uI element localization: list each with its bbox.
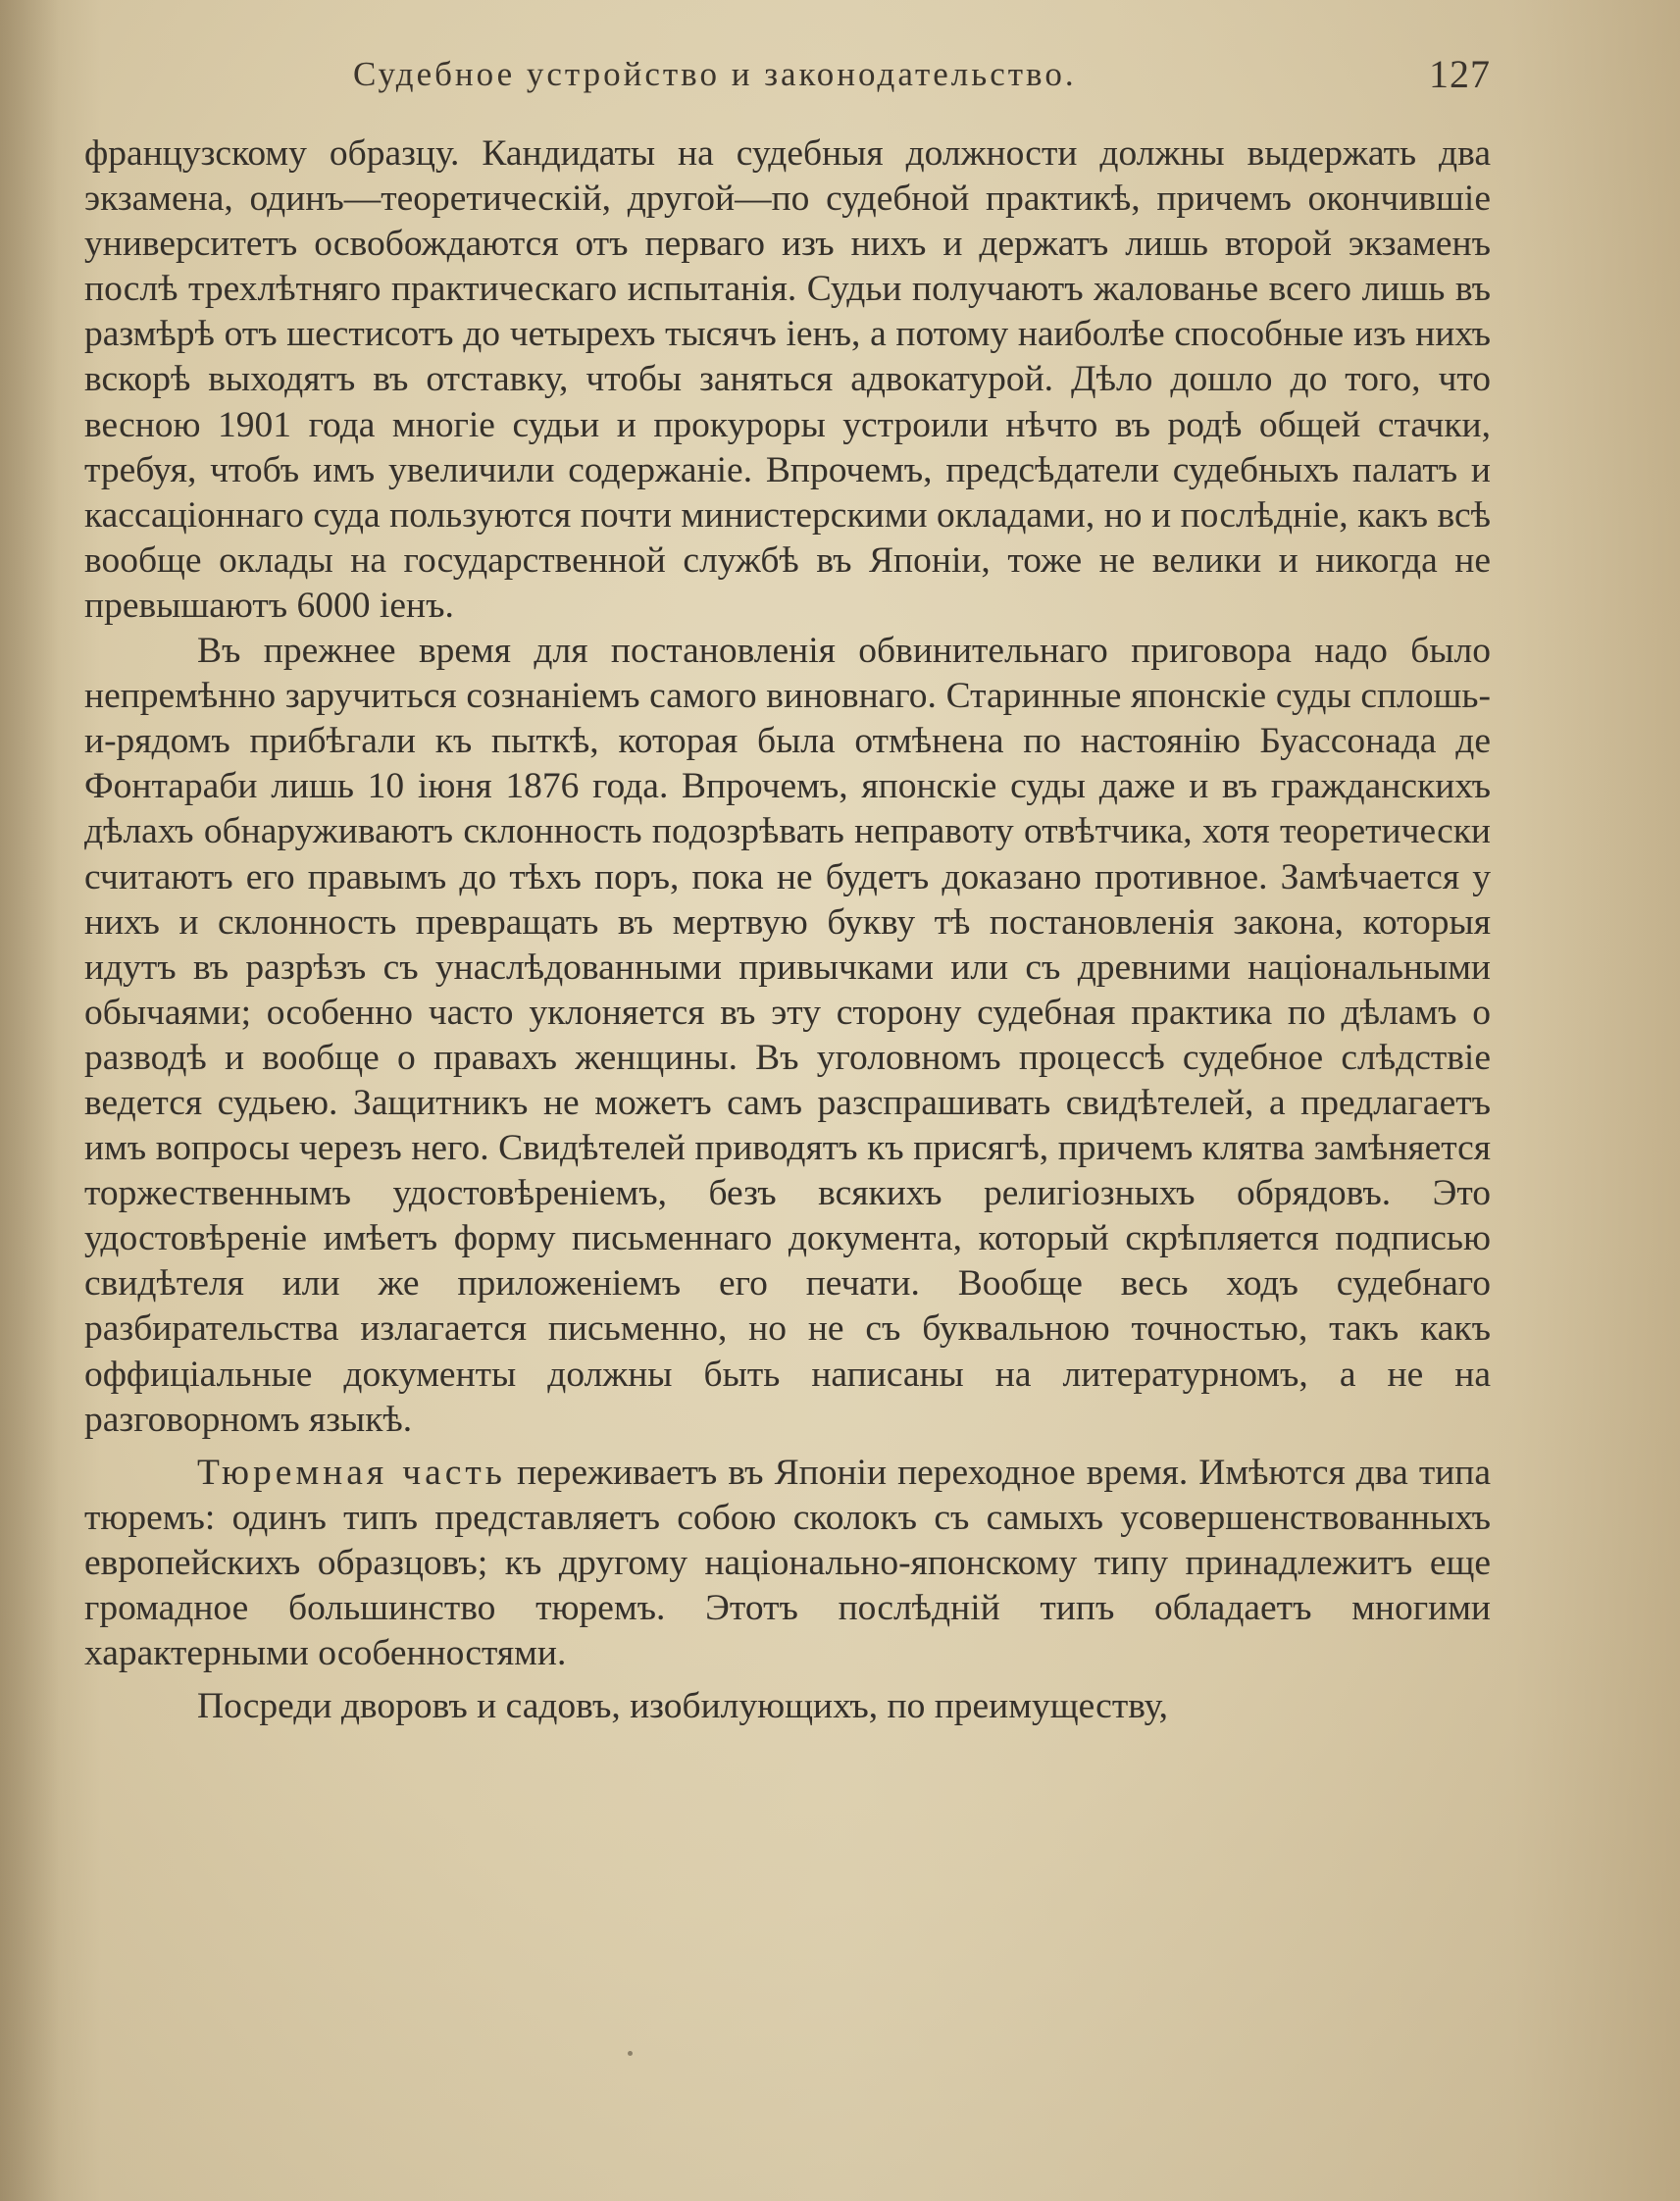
paragraph-3-text: переживаетъ въ Японіи переходное время. Имѣются два типа тюремъ: одинъ типъ представляетъ собою сколокъ съ самыхъ усовершенствованныхъ европейскихъ образцовъ; къ другому національно-японскому типу принадлежитъ еще громадное большинство тюремъ. Этотъ послѣдній типъ обладаетъ многими характерными особенностями. bbox=[84, 1452, 1491, 1674]
paragraph-1 bbox=[84, 131, 1491, 629]
page-header bbox=[353, 49, 1491, 108]
paragraph-2-text: Въ прежнее время для постановленія обвинительнаго приговора надо было непремѣнно заручиться сознаніемъ самого виновнаго. Старинные японскіе суды сплошь-и-рядомъ прибѣгали къ пыткѣ, которая была отмѣнена по настоянію Буассонада де Фонтараби лишь 10 іюня 1876 года. Впрочемъ, японскіе суды даже и въ гражданскихъ дѣлахъ обнаруживаютъ склонность подозрѣвать неправоту отвѣтчика, хотя теоретически считаютъ его правымъ до тѣхъ поръ, пока не будетъ доказано противное. Замѣчается у нихъ и склонность превращать въ мертвую букву тѣ постановленія закона, которыя идутъ въ разрѣзъ съ унаслѣдованными привычками или съ древними національными обычаями; особенно часто уклоняется въ эту сторону судебная практика по дѣламъ о разводѣ и вообще о правахъ женщины. Въ уголовномъ процессѣ судебное слѣдствіе ведется судьею. Защитникъ не можетъ самъ разспрашивать свидѣтелей, а предлагаетъ имъ вопросы черезъ него. Свидѣтелей приводятъ къ присягѣ, причемъ клятва замѣняется торжественнымъ удостовѣреніемъ, безъ всякихъ религіозныхъ обрядовъ. Это удостовѣреніе имѣетъ форму письменнаго документа, который скрѣпляется подписью свидѣтеля или же приложеніемъ его печати. Вообще весь ходъ судебнаго разбирательства излагается письменно, но не съ буквальною точностью, такъ какъ оффиціальные документы должны быть написаны на литературномъ, а не на разговорномъ языкѣ. bbox=[84, 631, 1491, 1440]
page-number: 127 bbox=[1429, 52, 1491, 96]
body-text bbox=[84, 131, 1491, 1729]
paragraph-3 bbox=[84, 1451, 1491, 1676]
paragraph-4 bbox=[84, 1684, 1491, 1729]
paragraph-1-text: французскому образцу. Кандидаты на судебныя должности должны выдержать два экзамена, одинъ—теоретическій, другой—по судебной практикѣ, причемъ окончившіе университетъ освобождаются отъ перваго изъ нихъ и держатъ лишь второй экзаменъ послѣ трехлѣтняго практическаго испытанія. Судьи получаютъ жалованье всего лишь въ размѣрѣ отъ шестисотъ до четырехъ тысячъ іенъ, а потому наиболѣе способные изъ нихъ вскорѣ выходятъ въ отставку, чтобы заняться адвокатурой. Дѣло дошло до того, что весною 1901 года многіе судьи и прокуроры устроили нѣчто въ родѣ общей стачки, требуя, чтобъ имъ увеличили содержаніе. Впрочемъ, предсѣдатели судебныхъ палатъ и кассаціоннаго суда пользуются почти министерскими окладами, но и послѣдніе, какъ всѣ вообще оклады на государственной службѣ въ Японіи, тоже не велики и никогда не превышаютъ 6000 іенъ. bbox=[84, 133, 1491, 626]
paragraph-4-text: Посреди дворовъ и садовъ, изобилующихъ, по преимуществу, bbox=[197, 1686, 1169, 1727]
paragraph-2 bbox=[84, 629, 1491, 1443]
paragraph-3-lead: Тюремная часть bbox=[197, 1452, 506, 1493]
running-title: Судебное устройство и законодательство. bbox=[353, 55, 1077, 93]
paper-speck bbox=[628, 2051, 633, 2056]
